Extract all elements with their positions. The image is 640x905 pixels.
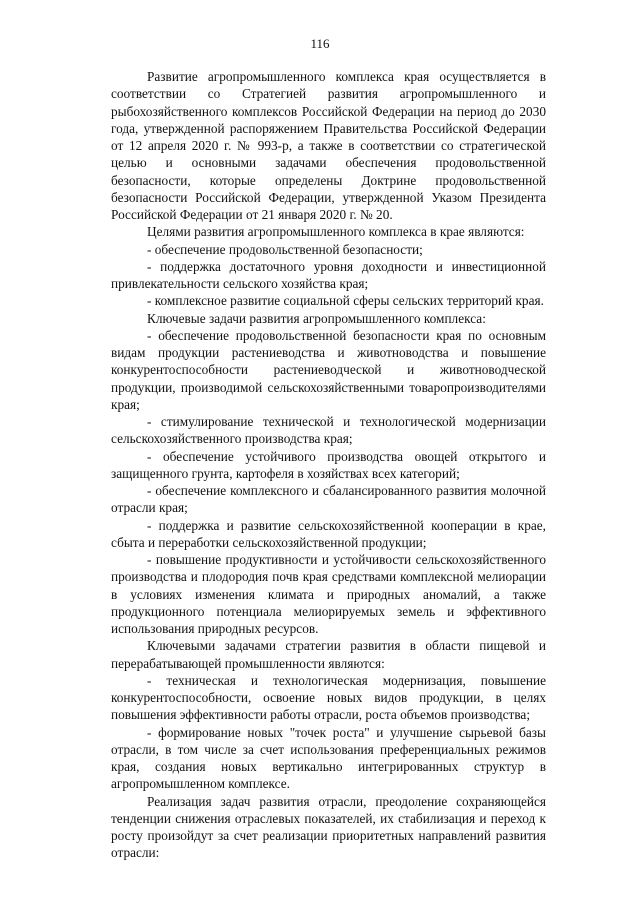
list-item: - поддержка достаточного уровня доходности и инвестиционной привлекательности сельского хозяйства края; (111, 258, 546, 291)
paragraph: Реализация задач развития отрасли, преодоление сохраняющейся тенденции снижения отраслевых показателей, их стабилизация и переход к росту произойдут за счет реализации приоритетных направлений развития отрасли: (111, 793, 546, 861)
list-item: - повышение продуктивности и устойчивости сельскохозяйственного производства и плодородия почв края средствами комплексной мелиорации в условиях изменения климата и природных аномалий, а также продукционного потенциала мелиорируемых земель и эффективного использования природных ресурсов. (111, 552, 546, 636)
paragraph: Ключевыми задачами стратегии развития в области пищевой и перерабатывающей промышленности являются: (111, 638, 546, 671)
list-item: - обеспечение продовольственной безопасности; (147, 241, 423, 257)
list-item: - обеспечение комплексного и сбалансированного развития молочной отрасли края; (111, 483, 546, 516)
list-item: - поддержка и развитие сельскохозяйственной кооперации в крае, сбыта и переработки сельскохозяйственной продукции; (111, 517, 546, 550)
list-item: - формирование новых "точек роста" и улучшение сырьевой базы отрасли, в том числе за счет использования преференциальных режимов края, создания новых вертикально интегрированных структур в агропромышленном комплексе. (111, 724, 546, 792)
list-item: - техническая и технологическая модернизация, повышение конкурентоспособности, освоение новых видов продукции, в целях повышения эффективности работы отрасли, роста объемов производства; (111, 672, 546, 723)
page-number: 116 (310, 36, 330, 51)
paragraph: Целями развития агропромышленного комплекса в крае являются: (147, 224, 525, 240)
paragraph: Ключевые задачи развития агропромышленного комплекса: (147, 310, 486, 326)
document-body (111, 68, 546, 862)
list-item: - стимулирование технической и технологической модернизации сельскохозяйственного производства края; (111, 414, 546, 447)
list-item: - обеспечение устойчивого производства овощей открытого и защищенного грунта, картофеля в хозяйствах всех категорий; (111, 448, 546, 481)
list-item: - обеспечение продовольственной безопасности края по основным видам продукции растениеводства и животноводства и повышение конкурентоспособности растениеводческой и животноводческой продукции, производимой сельскохозяйственными товаропроизводителями края; (111, 327, 546, 412)
paragraph: Развитие агропромышленного комплекса края осуществляется в соответствии со Стратегией развития агропромышленного и рыбохозяйственного комплексов Российской Федерации на период до 2030 года, утвержденной распоряжением Правительства Российской Федерации от 12 апреля 2020 г. № 993-р, а также в соответствии со стратегической целью и основными задачами обеспечения продовольственной безопасности, которые определены Доктрине продовольственной безопасности Российской Федерации, утвержденной Указом Президента Российской Федерации от 21 января 2020 г. № 20. (111, 69, 546, 222)
list-item: - комплексное развитие социальной сферы сельских территорий края. (147, 293, 544, 309)
